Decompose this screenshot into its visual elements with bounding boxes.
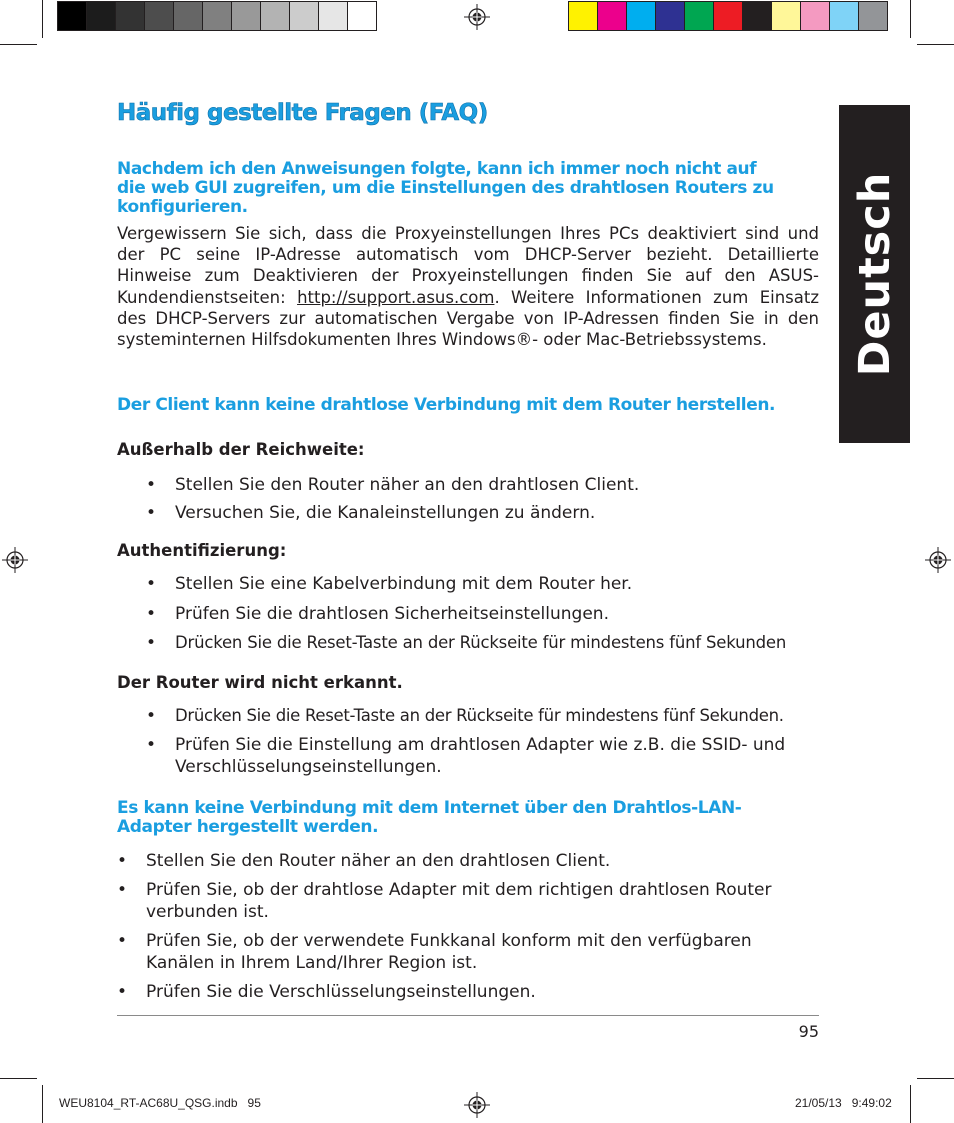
crop-mark	[0, 44, 37, 45]
color-swatch	[202, 1, 232, 31]
crop-mark	[910, 1085, 911, 1123]
language-tab-label: Deutsch	[849, 171, 900, 377]
color-swatch	[115, 1, 145, 31]
group-title: Der Router wird nicht erkannt.	[117, 673, 403, 692]
color-swatch	[713, 1, 743, 31]
color-swatch	[858, 1, 888, 31]
color-swatch	[742, 1, 772, 31]
support-link[interactable]: http://support.asus.com	[297, 287, 495, 307]
color-swatch	[231, 1, 261, 31]
color-swatch	[289, 1, 319, 31]
color-swatch	[318, 1, 348, 31]
color-swatch	[568, 1, 598, 31]
crop-mark	[42, 1085, 43, 1123]
heading-line: konfigurieren.	[117, 197, 248, 217]
heading-line: Es kann keine Verbindung mit dem Internet über den Drahtlos-LAN-	[117, 798, 742, 818]
color-swatch	[626, 1, 656, 31]
crop-mark	[910, 0, 911, 38]
registration-mark-icon	[464, 1092, 490, 1118]
question-heading-3	[117, 799, 741, 837]
color-swatch	[347, 1, 377, 31]
color-swatch	[57, 1, 87, 31]
color-swatch	[86, 1, 116, 31]
group-title: Außerhalb der Reichweite:	[117, 440, 365, 459]
color-swatch	[829, 1, 859, 31]
color-swatch	[260, 1, 290, 31]
crop-mark	[917, 44, 954, 45]
color-swatch	[684, 1, 714, 31]
faq-title: Häufig gestellte Fragen (FAQ)	[117, 100, 488, 126]
group-title: Authentifizierung:	[117, 541, 287, 560]
crop-mark	[42, 0, 43, 38]
heading-line: Adapter hergestellt werden.	[117, 817, 379, 837]
heading-line: die web GUI zugreifen, um die Einstellungen des drahtlosen Routers zu	[117, 178, 774, 198]
crop-mark	[0, 1078, 37, 1079]
print-slug-timestamp: 21/05/13 9:49:02	[795, 1096, 892, 1110]
question-heading-1	[117, 160, 774, 217]
color-swatch	[771, 1, 801, 31]
color-swatch	[597, 1, 627, 31]
language-side-tab	[839, 105, 910, 443]
page-number: 95	[798, 1022, 819, 1041]
crop-mark	[917, 1078, 954, 1079]
question-heading-2: Der Client kann keine drahtlose Verbindung mit dem Router herstellen.	[117, 395, 776, 415]
footer-divider	[117, 1015, 819, 1016]
color-swatch	[655, 1, 685, 31]
color-swatch	[800, 1, 830, 31]
registration-mark-icon	[464, 4, 490, 30]
cmyk-color-bar	[568, 1, 887, 31]
color-swatch	[144, 1, 174, 31]
registration-mark-icon	[925, 547, 951, 573]
gray-color-bar	[57, 1, 376, 31]
color-swatch	[173, 1, 203, 31]
paragraph-text: Vergewissern Sie sich, dass die Proxyeinstellungen Ihres PCs deaktiviert sind und der PC seine IP-Adresse automatisch vom DHCP-Server bezieht. Detaillierte Hinweise zum Deaktivieren der Proxyeinstellungen finden Sie auf den ASUS-Kundendienstseiten:	[117, 224, 819, 307]
registration-mark-icon	[2, 547, 28, 573]
heading-line: Nachdem ich den Anweisungen folgte, kann ich immer noch nicht auf	[117, 159, 757, 179]
paragraph-text: . Weitere Informationen zum Einsatz des DHCP-Servers zur automatischen Vergabe von IP-Adressen finden Sie in den systeminternen Hilfsdokumenten Ihres Windows®- oder Mac-Betriebssystems.	[117, 287, 819, 350]
print-slug-filename: WEU8104_RT-AC68U_QSG.indb 95	[59, 1096, 261, 1110]
answer-paragraph-1	[117, 223, 819, 350]
